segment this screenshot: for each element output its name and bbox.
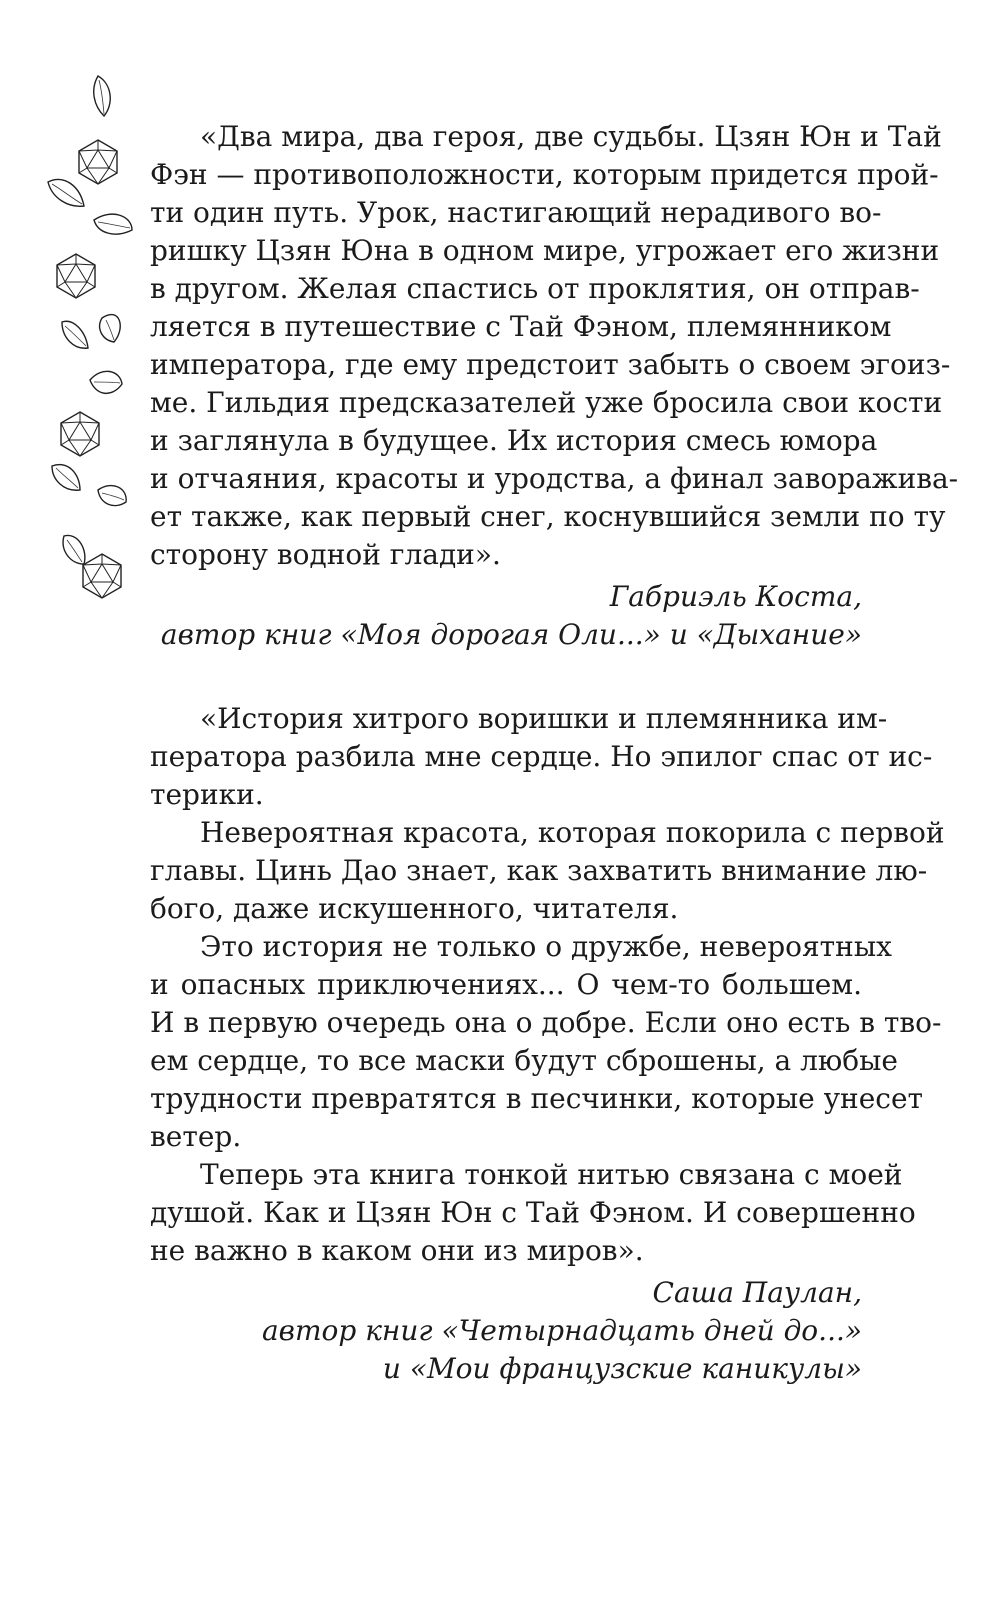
- text-line: и отчаяния, красоты и уродства, а финал заворажива-: [150, 462, 959, 495]
- text-line: в другом. Желая спастись от проклятия, он отправ-: [150, 272, 920, 305]
- text-line: и опасных приключениях... О чем-то большем.: [150, 968, 862, 1001]
- text-line: ляется в путешествие с Тай Фэном, племянником: [150, 310, 892, 343]
- text-line: ветер.: [150, 1120, 242, 1153]
- text-line: бого, даже искушенного, читателя.: [150, 892, 679, 925]
- author-name: Габриэль Коста,: [609, 580, 862, 613]
- text-line: ет также, как первый снег, коснувшийся земли по ту: [150, 500, 946, 533]
- author-books: автор книг «Четырнадцать дней до...»: [261, 1314, 862, 1347]
- petal-icon: [48, 179, 84, 206]
- text-line: терики.: [150, 778, 264, 811]
- text-line: императора, где ему предстоит забыть о своем эгоиз-: [150, 348, 951, 381]
- petal-icon: [90, 371, 122, 393]
- review-quote-1: [150, 118, 959, 654]
- text-line: Это история не только о дружбе, невероятных: [200, 930, 892, 963]
- quote-paragraph: [150, 700, 933, 814]
- petal-icon: [98, 486, 126, 506]
- quote-attribution: [150, 578, 862, 654]
- petal-icon: [100, 315, 121, 342]
- text-line: «Два мира, два героя, две судьбы. Цзян Юн и Тай: [200, 120, 942, 153]
- text-line: ем сердце, то все маски будут сброшены, а любые: [150, 1044, 899, 1077]
- petals-and-gems-ornament: [40, 70, 140, 610]
- petal-icon: [52, 465, 80, 491]
- text-line: Фэн — противоположности, которым придется прой-: [150, 158, 939, 191]
- gem-icon: [57, 254, 95, 298]
- author-books: автор книг «Моя дорогая Оли...» и «Дыхание»: [160, 618, 862, 651]
- gem-icon: [83, 554, 121, 598]
- text-line: ти один путь. Урок, настигающий нерадивого во-: [150, 196, 882, 229]
- text-line: и заглянула в будущее. Их история смесь юмора: [150, 424, 878, 457]
- quote-paragraph: [150, 814, 945, 928]
- text-line: ме. Гильдия предсказателей уже бросила свои кости: [150, 386, 943, 419]
- text-line: ператора разбила мне сердце. Но эпилог спас от ис-: [150, 740, 933, 773]
- text-line: И в первую очередь она о добре. Если оно есть в тво-: [150, 1006, 942, 1039]
- petal-icon: [63, 535, 85, 564]
- quote-attribution: [150, 1274, 862, 1388]
- text-line: Невероятная красота, которая покорила с первой: [200, 816, 945, 849]
- gem-icon: [79, 140, 117, 184]
- gem-icon: [61, 412, 99, 456]
- text-line: сторону водной глади».: [150, 538, 501, 571]
- text-line: не важно в каком они из миров».: [150, 1234, 644, 1267]
- petal-icon: [62, 321, 88, 348]
- text-line: главы. Цинь Дао знает, как захватить внимание лю-: [150, 854, 928, 887]
- text-line: трудности превратятся в песчинки, которые унесет: [150, 1082, 924, 1115]
- text-line: ришку Цзян Юна в одном мире, угрожает его жизни: [150, 234, 940, 267]
- quote-paragraph: [150, 928, 942, 1156]
- author-books: и «Мои французские каникулы»: [382, 1352, 862, 1385]
- review-quote-2: [150, 700, 945, 1388]
- quote-paragraph: [150, 1156, 916, 1270]
- petal-icon: [94, 76, 111, 116]
- quote-paragraph: [150, 118, 959, 574]
- petal-icon: [94, 214, 132, 234]
- text-line: Теперь эта книга тонкой нитью связана с моей: [200, 1158, 903, 1191]
- text-line: «История хитрого воришки и племянника им-: [200, 702, 888, 735]
- author-name: Саша Паулан,: [652, 1276, 862, 1309]
- text-line: душой. Как и Цзян Юн с Тай Фэном. И совершенно: [150, 1196, 916, 1229]
